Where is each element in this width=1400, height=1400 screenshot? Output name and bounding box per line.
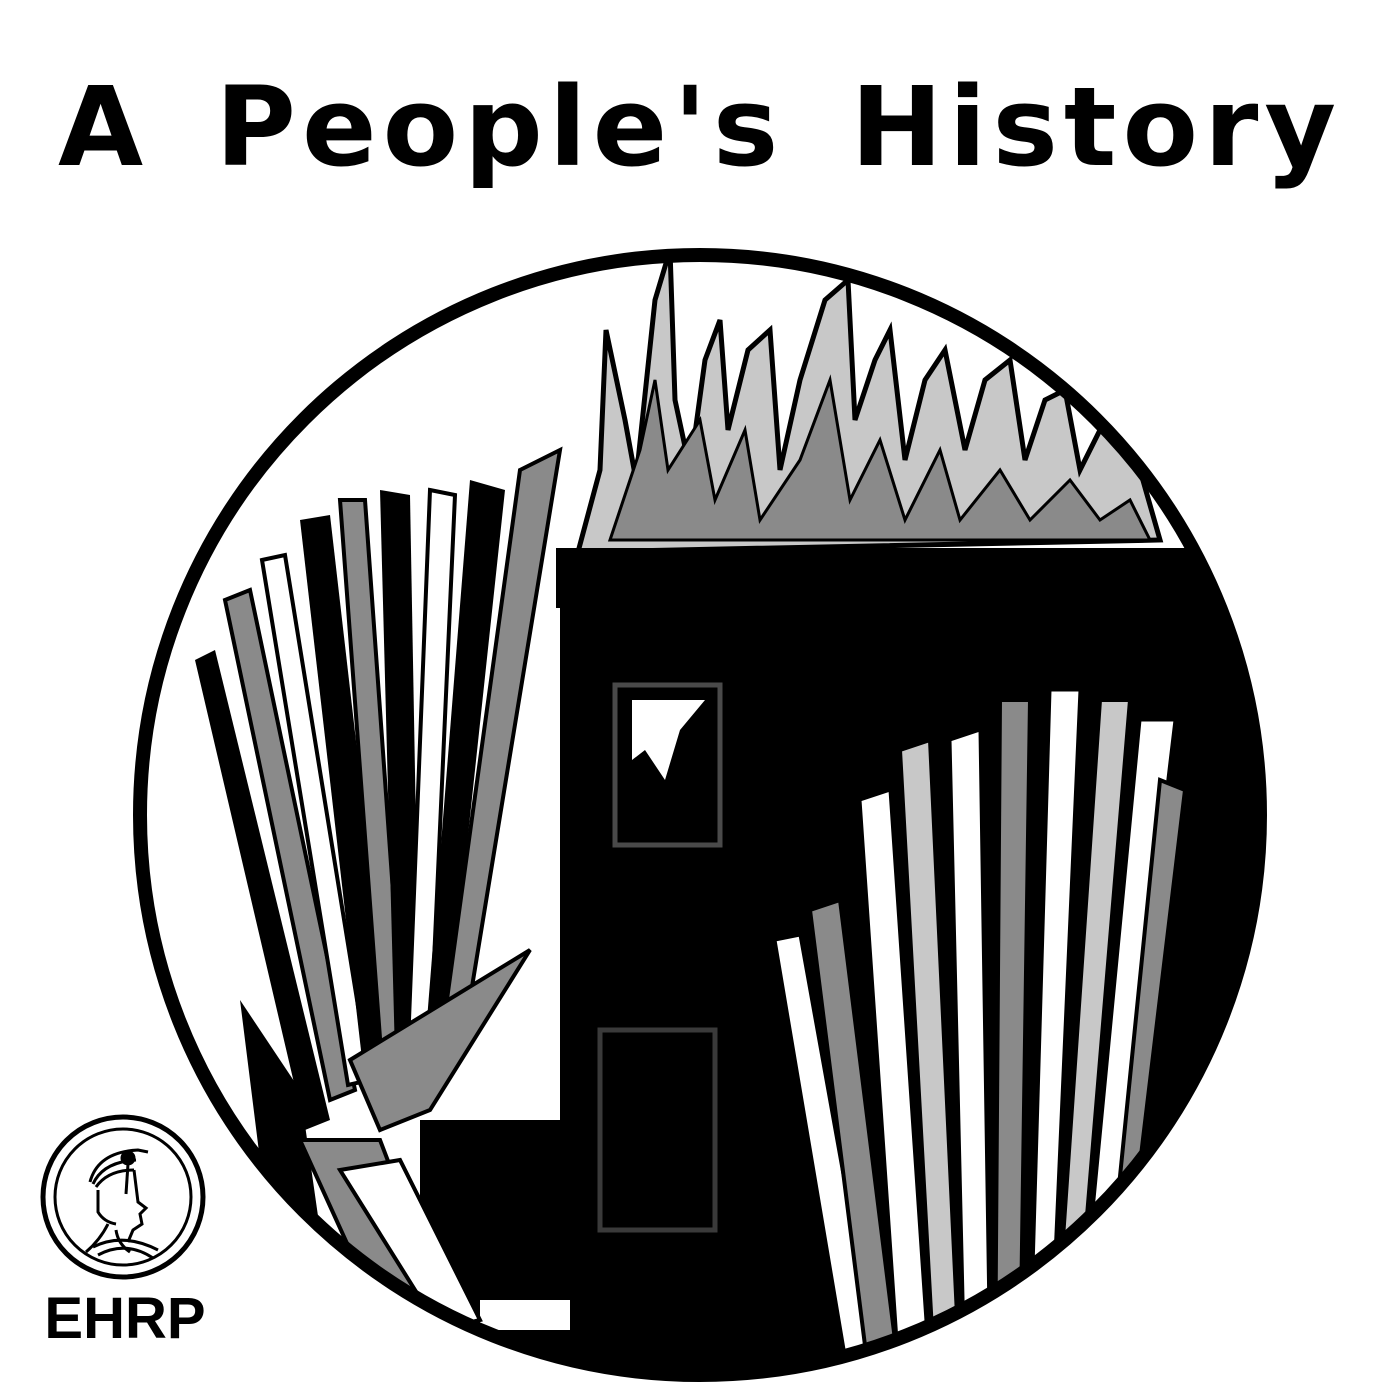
building-lower-step <box>480 1300 570 1330</box>
building-roof-band <box>556 548 1256 608</box>
logo-outer-ring <box>43 1117 203 1277</box>
cover-title: A People's History <box>57 63 1343 191</box>
ehrp-medallion-logo <box>38 1112 208 1282</box>
ehrp-logo-label: EHRP <box>44 1286 206 1351</box>
